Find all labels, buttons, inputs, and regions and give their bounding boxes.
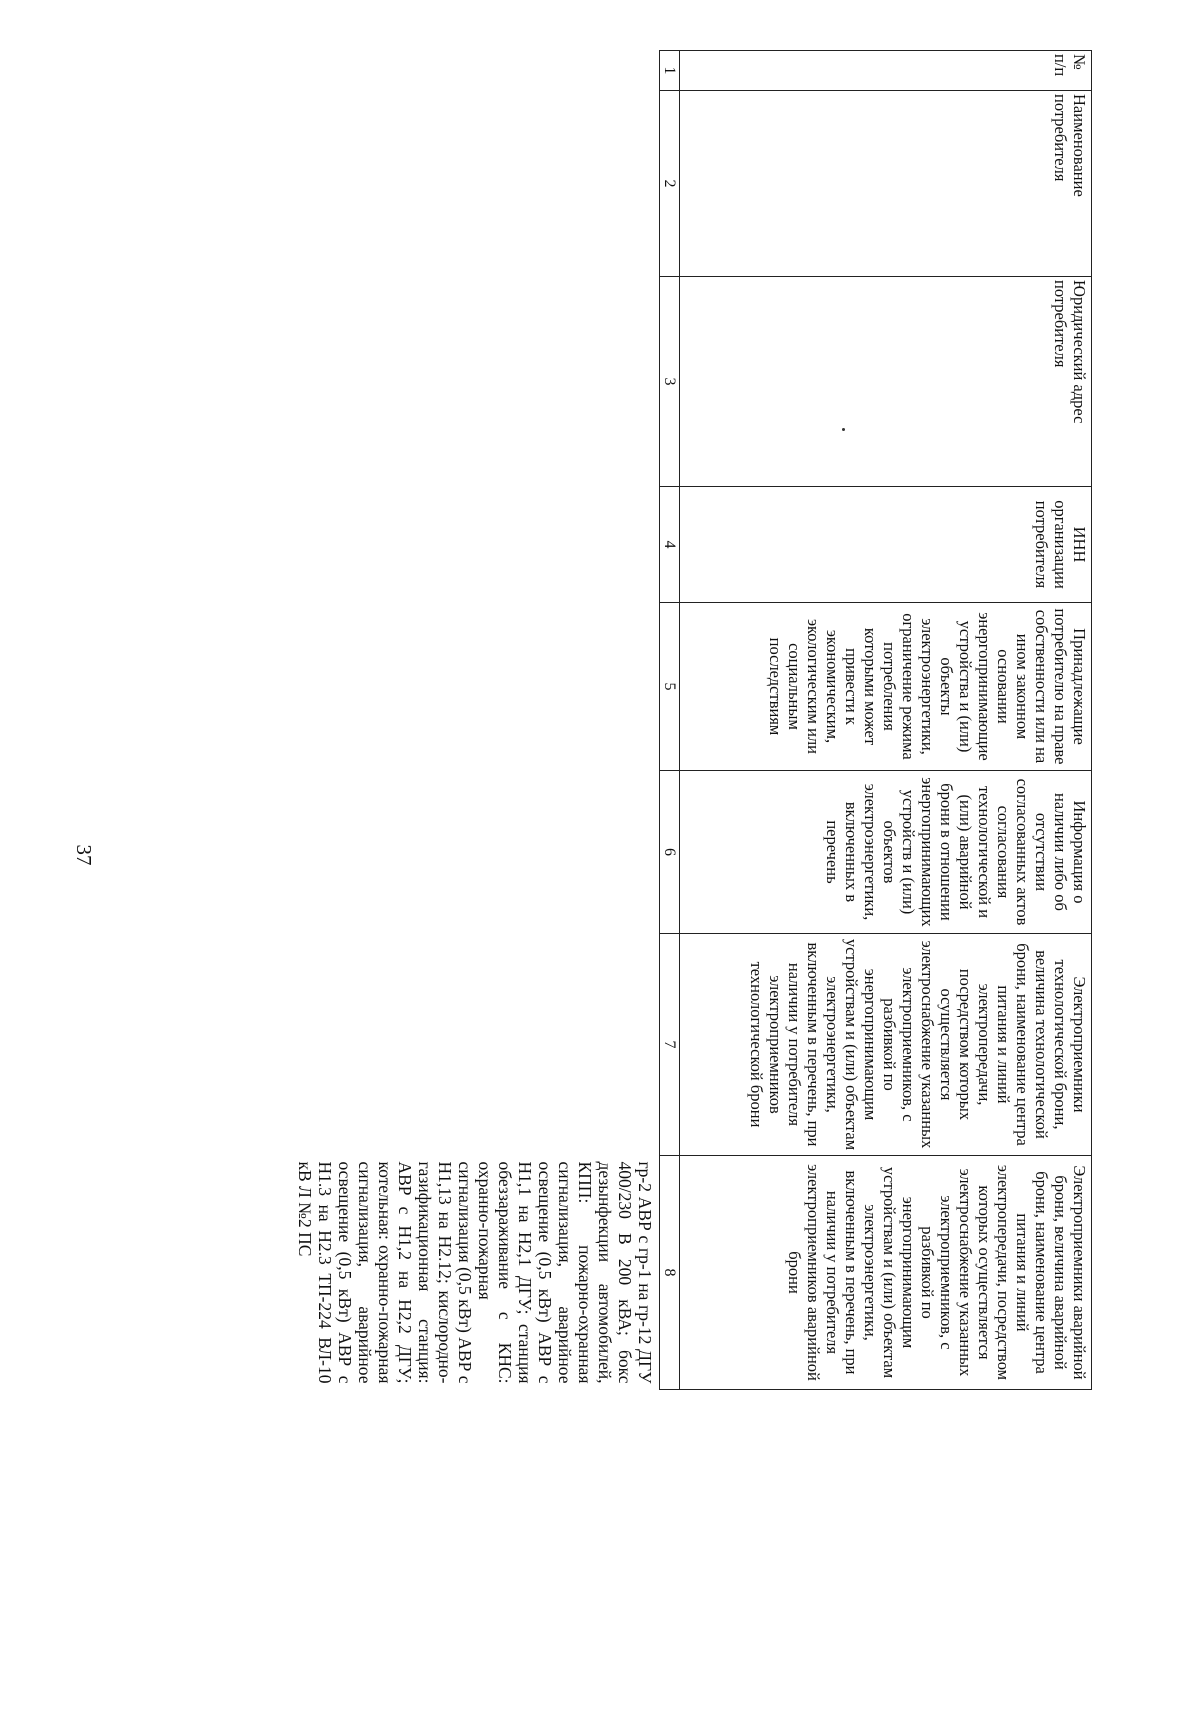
cell-owned-devices bbox=[104, 603, 660, 771]
column-number-row bbox=[660, 51, 680, 1638]
column-number-1: 1 bbox=[660, 51, 680, 91]
column-number-4: 4 bbox=[660, 487, 680, 603]
cell-emergency-reserve: гр-2 АВР с гр-1 на гр-12 ДГУ 400/230 В 200 кВА; бокс дезынфекции автомобилей, КПП: пожарно-охранная сигнализация, аварийное освещение (0,5 кВт) АВР с Н1,1 на Н2,1 ДГУ; станция обеззараживание с КНС: охранно-пожарная сигнализация (0,5 кВт) АВР с Н1,13 на Н2.12; кислородно-газификационная станция: АВР с Н1,2 на Н2,2 ДГУ; котельная: охранно-пожарная сигнализация, аварийное освещение (0,5 кВт) АВР с Н1.3 на Н2.3 ТП-224 ВЛ-10 кВ Л №2 ПС bbox=[295, 1161, 655, 1384]
header-inn: ИНН организации потребителя bbox=[680, 487, 1092, 603]
scan-speck bbox=[842, 428, 845, 431]
consumer-table bbox=[104, 50, 1093, 1638]
cell-consumer-name bbox=[104, 91, 660, 277]
page-number: 37 bbox=[72, 844, 96, 866]
column-number-7: 7 bbox=[660, 934, 680, 1156]
table-header-row bbox=[680, 51, 1092, 1638]
cell-reserve-acts bbox=[104, 771, 660, 934]
column-number-3: 3 bbox=[660, 277, 680, 487]
cell-inn bbox=[104, 487, 660, 603]
cell-technological-reserve bbox=[104, 934, 660, 1156]
header-num: № п/п bbox=[680, 51, 1092, 91]
cell-legal-address bbox=[104, 277, 660, 487]
header-reserve-acts: Информация о наличии либо об отсутствии согласованных актов согласования технологической и (или) аварийной брони в отношении энергопринимающих устройств и (или) объектов электроэнергетики, включенных в перечень bbox=[680, 771, 1092, 934]
rotated-table-wrapper bbox=[105, 50, 1092, 1637]
column-number-2: 2 bbox=[660, 91, 680, 277]
column-number-5: 5 bbox=[660, 603, 680, 771]
header-consumer-name: Наименование потребителя bbox=[680, 91, 1092, 277]
header-technological-reserve: Электроприемники технологической брони, величина технологической брони, наименование центра питания и линий электропередачи, посредством которых осуществляется электроснабжение указанных электроприемников, с разбивкой по энергопринимающим устройствам и (или) объектам электроэнергетики, включенным в перечень, при наличии у потребителя электроприемников технологической брони bbox=[680, 934, 1092, 1156]
header-owned-devices: Принадлежащие потребителю на праве собственности или на ином законном основании энергопринимающие устройства и (или) объекты электроэнергетики, ограничение режима потребления которыми может привести к экономическим, экологическим или социальным последствиям bbox=[680, 603, 1092, 771]
header-emergency-reserve: Электроприемники аварийной брони, величина аварийной брони, наименование центра питания и линий электропередачи, посредством которых осуществляется электроснабжение указанных электроприемников, с разбивкой по энергопринимающим устройствам и (или) объектам электроэнергетики, включенным в перечень, при наличии у потребителя электроприемников аварийной брони bbox=[680, 1156, 1092, 1390]
cell-num bbox=[104, 51, 660, 91]
table-row bbox=[104, 51, 660, 1638]
column-number-6: 6 bbox=[660, 771, 680, 934]
header-legal-address: Юридический адрес потребителя bbox=[680, 277, 1092, 487]
column-number-8: 8 bbox=[660, 1156, 680, 1390]
